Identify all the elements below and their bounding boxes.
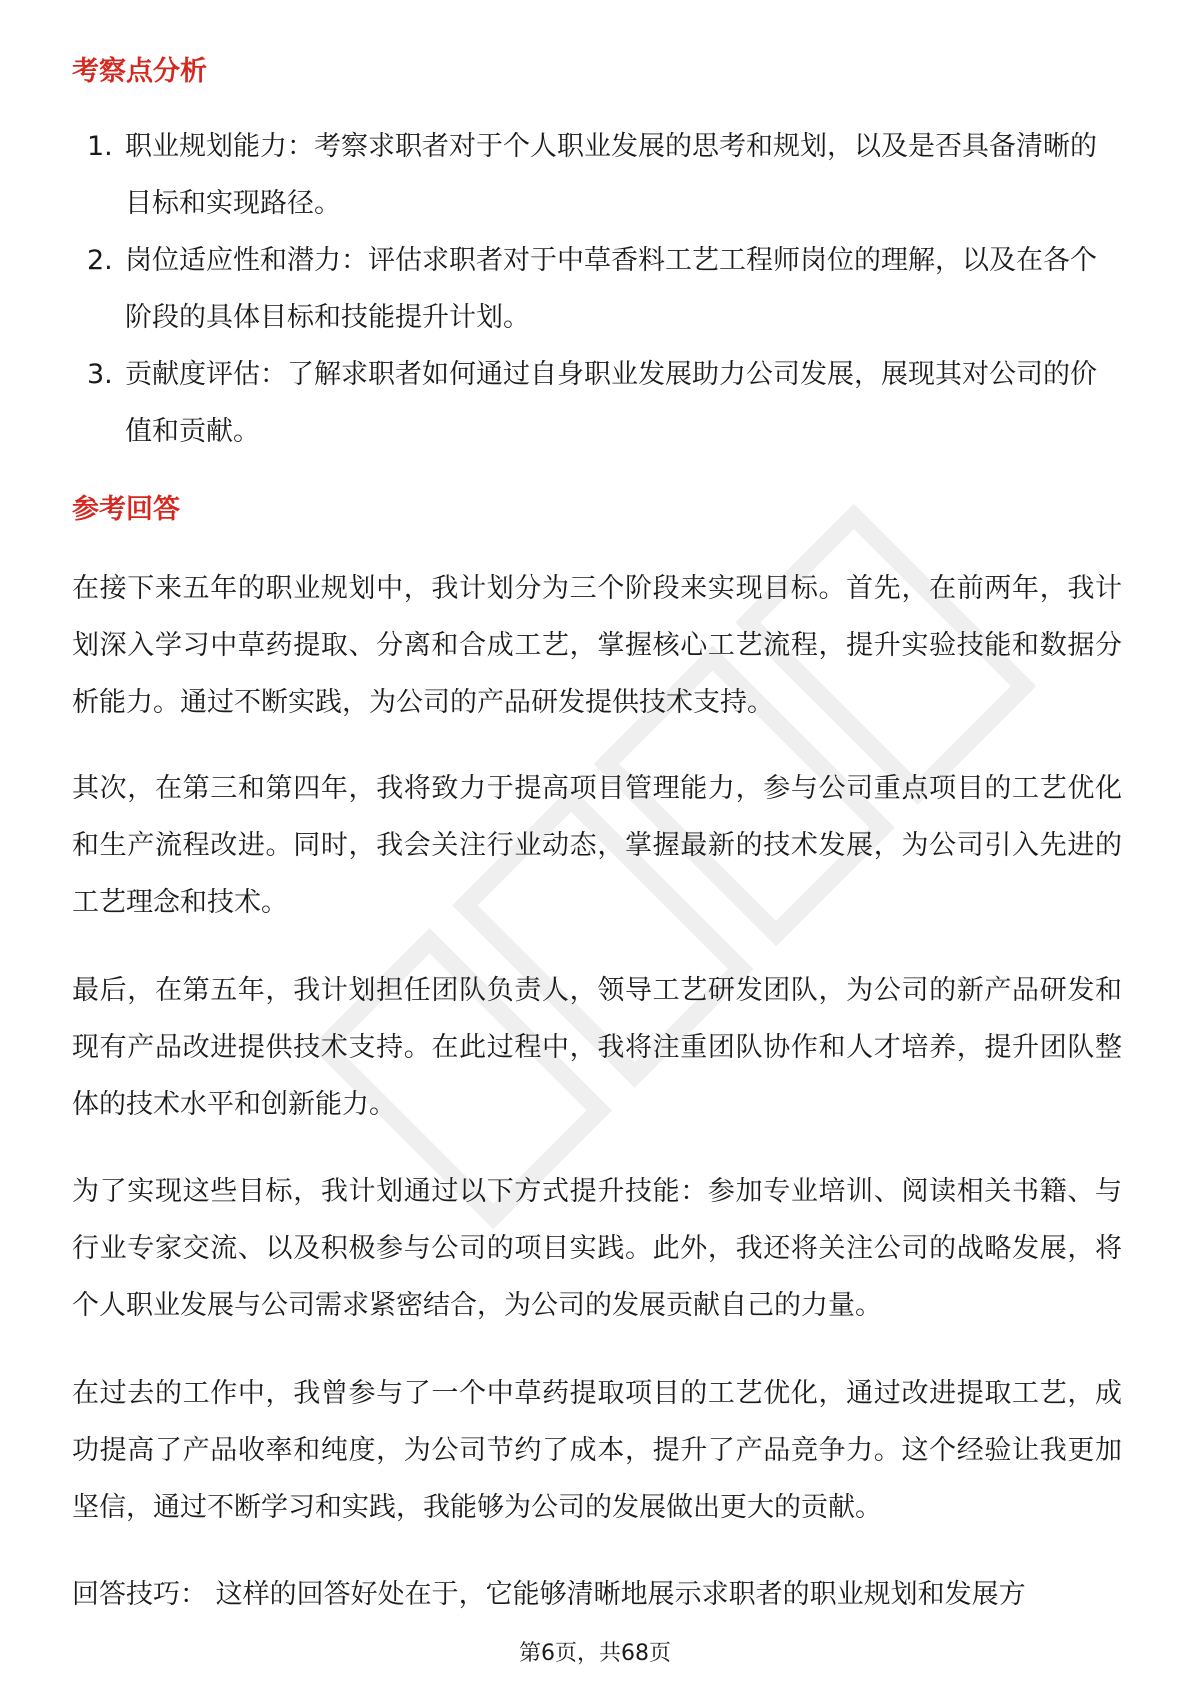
- list-item: [72, 346, 1122, 460]
- answer-paragraph: 最后，在第五年，我计划担任团队负责人，领导工艺研发团队，为公司的新产品研发和现有产品改进提供技术支持。在此过程中，我将注重团队协作和人才培养，提升团队整体的技术水平和创新能力。: [72, 975, 1122, 1120]
- list-item-number: 2.: [87, 245, 113, 276]
- list-item-text: 职业规划能力：考察求职者对于个人职业发展的思考和规划，以及是否具备清晰的目标和实现路径。: [125, 131, 1097, 219]
- list-item-number: 3.: [87, 359, 113, 390]
- list-item-text: 岗位适应性和潜力：评估求职者对于中草香料工艺工程师岗位的理解，以及在各个阶段的具体目标和技能提升计划。: [125, 245, 1097, 333]
- list-item: [72, 232, 1122, 346]
- answer-paragraph: 其次，在第三和第四年，我将致力于提高项目管理能力，参与公司重点项目的工艺优化和生产流程改进。同时，我会关注行业动态，掌握最新的技术发展，为公司引入先进的工艺理念和技术。: [72, 773, 1122, 918]
- list-item-text: 贡献度评估：了解求职者如何通过自身职业发展助力公司发展，展现其对公司的价值和贡献。: [125, 359, 1097, 447]
- answer-paragraph: 在接下来五年的职业规划中，我计划分为三个阶段来实现目标。首先，在前两年，我计划深入学习中草药提取、分离和合成工艺，掌握核心工艺流程，提升实验技能和数据分析能力。通过不断实践，为公司的产品研发提供技术支持。: [72, 573, 1122, 718]
- list-item-number: 1.: [87, 131, 113, 162]
- answer-paragraph: 为了实现这些目标，我计划通过以下方式提升技能：参加专业培训、阅读相关书籍、与行业专家交流、以及积极参与公司的项目实践。此外，我还将关注公司的战略发展，将个人职业发展与公司需求紧密结合，为公司的发展贡献自己的力量。: [72, 1176, 1122, 1321]
- section-title-analysis: 考察点分析: [72, 56, 207, 87]
- answer-paragraph: 在过去的工作中，我曾参与了一个中草药提取项目的工艺优化，通过改进提取工艺，成功提高了产品收率和纯度，为公司节约了成本，提升了产品竞争力。这个经验让我更加坚信，通过不断学习和实践，我能够为公司的发展做出更大的贡献。: [72, 1378, 1122, 1523]
- section-title-answer: 参考回答: [72, 494, 180, 525]
- answer-tips: 回答技巧： 这样的回答好处在于，它能够清晰地展示求职者的职业规划和发展方: [72, 1579, 1026, 1610]
- list-item: [72, 118, 1122, 232]
- page-number: 第6页，共68页: [519, 1641, 671, 1666]
- analysis-list: [72, 118, 1122, 460]
